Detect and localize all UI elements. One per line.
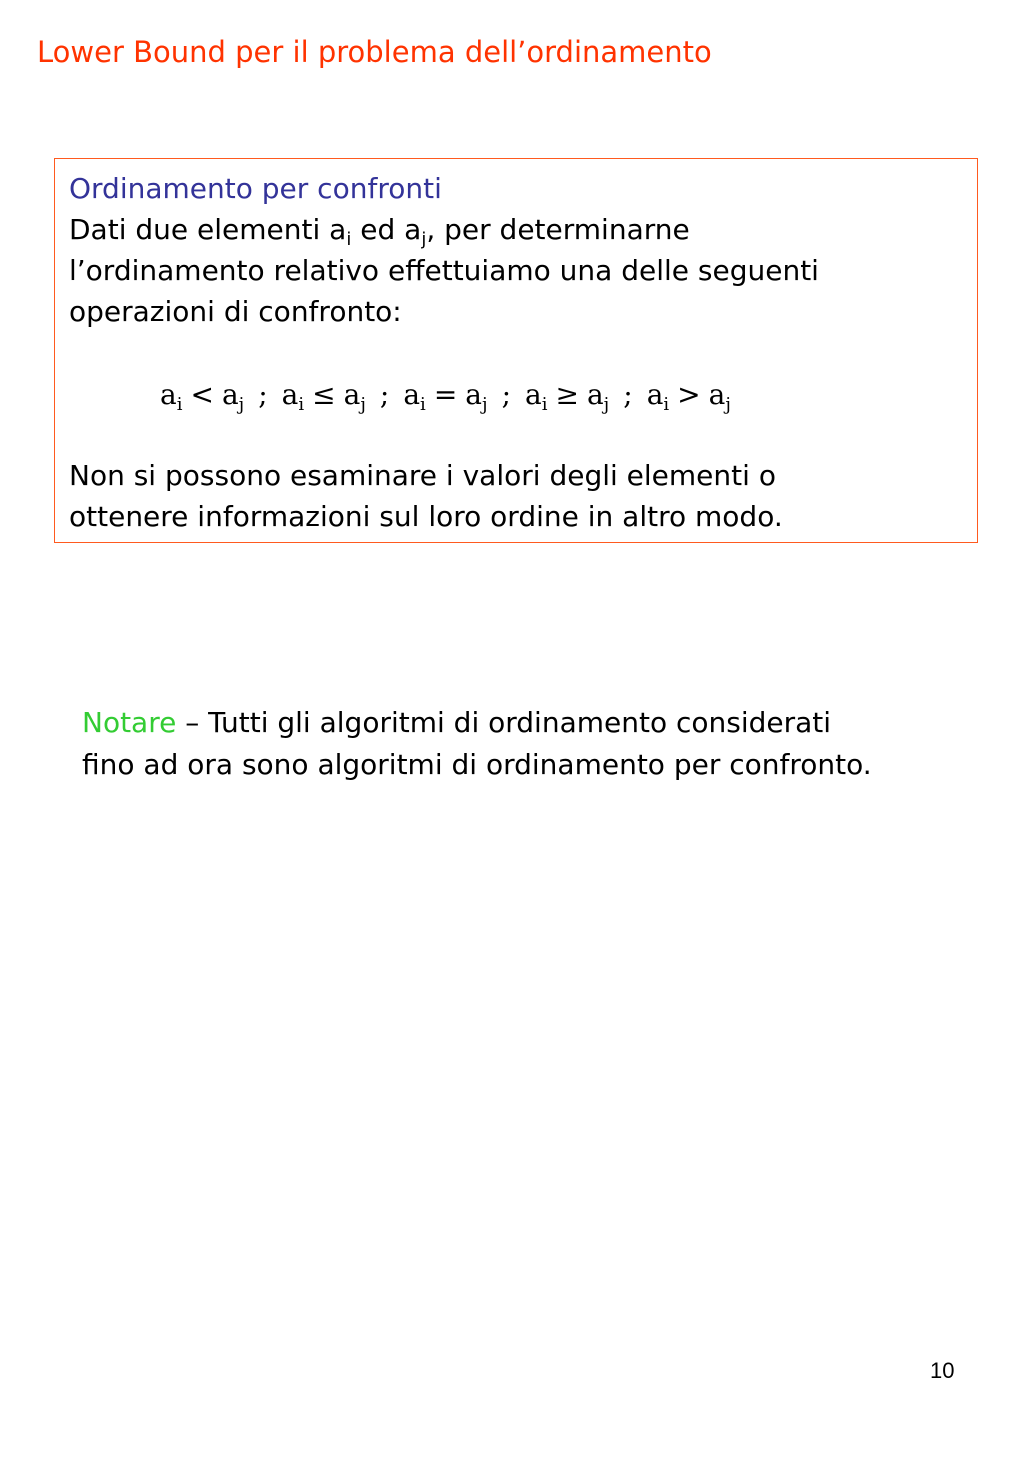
- slide-title: Lower Bound per il problema dell’ordinamento: [37, 35, 712, 69]
- constraint-line-2: ottenere informazioni sul loro ordine in altro modo.: [69, 500, 783, 533]
- box-heading: Ordinamento per confronti: [69, 172, 442, 205]
- comparison-greater: $a_i > a_j$: [646, 378, 731, 415]
- formula-separator: ;: [501, 378, 512, 411]
- comparison-formula: [160, 375, 731, 415]
- comparison-description: [69, 209, 819, 332]
- formula-separator: ;: [258, 378, 268, 411]
- comparison-greater-equal: $a_i \ge a_j$: [525, 378, 610, 415]
- description-line-3: operazioni di confronto:: [69, 295, 402, 328]
- note-line-1: Notare – Tutti gli algoritmi di ordinamento considerati: [82, 706, 832, 739]
- page-number: 10: [930, 1358, 955, 1383]
- note-keyword: Notare: [82, 706, 177, 739]
- note-text: [82, 702, 872, 786]
- formula-separator: ;: [379, 378, 390, 411]
- description-line-1: Dati due elementi $a_i$ ed $a_j$, per determinarne: [69, 213, 690, 250]
- comparison-equal: $a_i = a_j$: [403, 378, 488, 415]
- comparison-less: $a_i < a_j$: [160, 378, 245, 415]
- constraint-text: [69, 455, 783, 537]
- constraint-line-1: Non si possono esaminare i valori degli elementi o: [69, 459, 776, 492]
- description-line-2: l’ordinamento relativo effettuiamo una delle seguenti: [69, 254, 819, 287]
- formula-separator: ;: [623, 378, 633, 411]
- comparison-less-equal: $a_i \le a_j$: [281, 378, 366, 415]
- definition-box: [54, 158, 978, 543]
- note-line-2: fino ad ora sono algoritmi di ordinamento per confronto.: [82, 748, 872, 781]
